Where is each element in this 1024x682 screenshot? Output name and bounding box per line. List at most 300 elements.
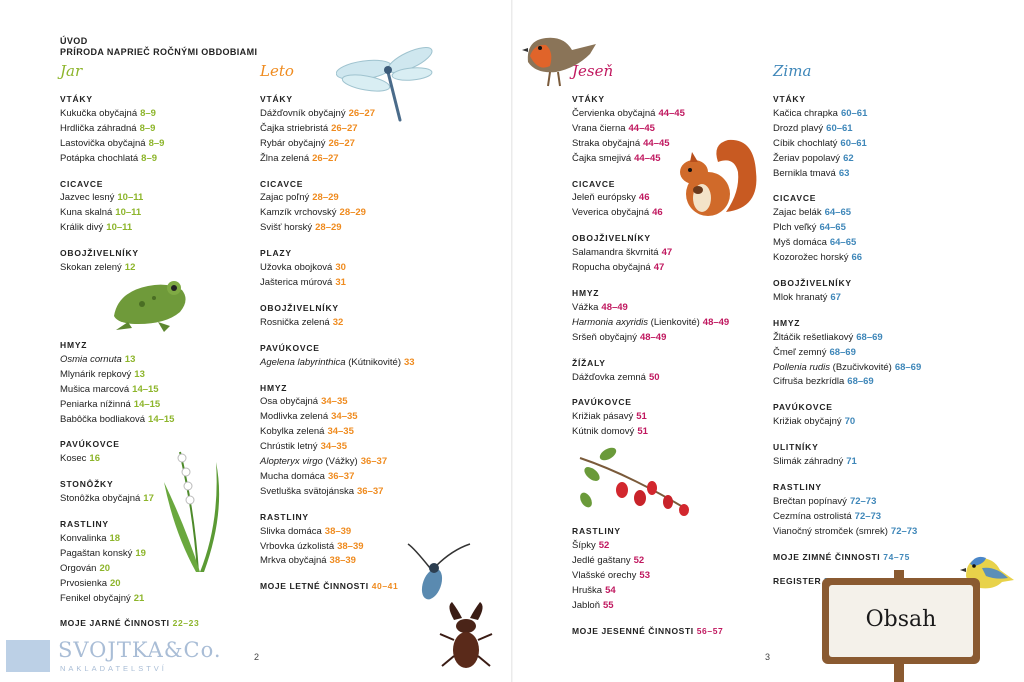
list-item — [773, 361, 973, 376]
list-item — [260, 276, 500, 291]
category-rastliny: RASTLINY — [773, 481, 822, 492]
item-name: Konvalinka — [60, 532, 107, 544]
contents-sign — [822, 578, 980, 664]
item-name: Šípky — [572, 540, 596, 552]
category-obojzivelniky: OBOJŽIVELNÍKY — [773, 277, 852, 288]
activities-label: MOJE JARNÉ ČINNOSTI — [60, 618, 170, 629]
item-name: Ropucha obyčajná — [572, 262, 651, 274]
item-name: Hruška — [572, 584, 603, 596]
page-ref[interactable]: 30 — [335, 262, 346, 274]
column-jesen — [572, 62, 772, 638]
page-ref[interactable]: 34–35 — [327, 426, 354, 438]
page-ref[interactable]: 10–11 — [117, 192, 144, 204]
list-item — [773, 167, 973, 182]
item-name: Jazvec lesný — [60, 192, 115, 204]
page-ref[interactable]: 14–15 — [132, 383, 159, 395]
category-cicavce: CICAVCE — [773, 193, 817, 204]
item-family: (Kútnikovité) — [345, 356, 401, 368]
list-item — [572, 569, 772, 584]
list-item — [260, 261, 500, 276]
column-zima — [773, 62, 973, 589]
item-name: Chrústik letný — [260, 441, 318, 453]
page-ref[interactable]: 44–45 — [634, 152, 661, 164]
item-name: Dážďovník obyčajný — [260, 107, 346, 119]
list-item — [773, 291, 973, 306]
item-name: Rosnička zelená — [260, 316, 330, 328]
item-name: Kamzík vrchovský — [260, 207, 337, 219]
item-name: Svišť horský — [260, 222, 313, 234]
list-item — [260, 107, 500, 122]
item-name: Mrkva obyčajná — [260, 555, 327, 567]
list-item — [60, 492, 250, 507]
activities-pages: 56–57 — [696, 625, 724, 636]
page-ref[interactable]: 44–45 — [643, 137, 670, 149]
category-hmyz: HMYZ — [773, 317, 801, 328]
column-leto — [260, 62, 500, 594]
category-obojzivelniky: OBOJŽIVELNÍKY — [60, 248, 139, 259]
list-item — [260, 540, 500, 555]
item-name: Orgován — [60, 562, 97, 574]
item-name: Kobylka zelená — [260, 426, 325, 438]
page-ref[interactable]: 67 — [830, 291, 841, 303]
list-item — [773, 415, 973, 430]
list-item — [60, 383, 250, 398]
list-item — [773, 510, 973, 525]
list-item — [773, 375, 973, 390]
category-rastliny: RASTLINY — [60, 519, 109, 530]
page-ref[interactable]: 36–37 — [327, 470, 355, 482]
sign-board — [829, 585, 973, 657]
item-name: Myš domáca — [773, 237, 827, 249]
item-name: Jedlé gaštany — [572, 554, 631, 566]
item-name: Drozd plavý — [773, 122, 824, 134]
season-title-zima: Zima — [773, 62, 812, 80]
list-item — [572, 206, 772, 221]
page-number-left: 2 — [254, 652, 260, 662]
publisher-logo — [6, 636, 222, 676]
item-name: Kuna skalná — [60, 207, 113, 219]
item-name: Jašterica múrová — [260, 276, 333, 288]
item-name: Vrana čierna — [572, 122, 626, 134]
list-item — [60, 562, 250, 577]
list-item — [572, 371, 772, 386]
season-title-jar: Jar — [60, 62, 83, 80]
item-name: Fenikel obyčajný — [60, 592, 131, 604]
list-item — [572, 152, 772, 167]
category-rastliny: RASTLINY — [572, 526, 621, 537]
list-item — [60, 398, 250, 413]
item-name: Križiak obyčajný — [773, 416, 842, 428]
list-item — [60, 137, 250, 152]
list-item — [572, 107, 772, 122]
item-family: (Lienkovité) — [648, 316, 700, 328]
page-ref[interactable]: 53 — [639, 569, 650, 581]
item-name: Lastovička obyčajná — [60, 137, 146, 149]
list-item — [572, 425, 772, 440]
page-number-right: 3 — [765, 652, 771, 662]
page-ref[interactable]: 33 — [404, 356, 415, 368]
item-name: Modlivka zelená — [260, 411, 329, 423]
list-item — [260, 356, 500, 371]
activities-pages: 22–23 — [172, 618, 200, 629]
list-item — [572, 246, 772, 261]
page-ref[interactable]: 48–49 — [702, 316, 730, 328]
category-obojzivelniky: OBOJŽIVELNÍKY — [260, 302, 339, 313]
season-title-jesen: Jeseň — [572, 62, 614, 80]
page-ref[interactable]: 38–39 — [329, 555, 356, 567]
list-item — [260, 440, 500, 455]
item-name: Žlna zelená — [260, 152, 310, 164]
list-item — [260, 152, 500, 167]
list-item — [60, 577, 250, 592]
category-vtaky: VTÁKY — [60, 94, 93, 104]
list-item — [572, 301, 772, 316]
page-ref[interactable]: 51 — [636, 411, 647, 423]
list-item — [773, 236, 973, 251]
page-ref[interactable]: 14–15 — [133, 398, 161, 410]
item-name: Pollenia rudis — [773, 361, 831, 373]
column-jar — [60, 62, 250, 631]
activities-link[interactable] — [773, 550, 973, 565]
list-item — [60, 206, 250, 221]
page-ref[interactable]: 13 — [134, 368, 145, 380]
list-item — [60, 191, 250, 206]
item-name: Veverica obyčajná — [572, 207, 650, 219]
item-name: Vlašské orechy — [572, 569, 637, 581]
page-ref[interactable]: 38–39 — [337, 540, 364, 552]
category-vtaky: VTÁKY — [773, 94, 806, 104]
page-ref[interactable]: 20 — [99, 562, 111, 574]
list-item — [773, 137, 973, 152]
page-ref[interactable]: 8–9 — [140, 107, 156, 119]
list-item — [260, 137, 500, 152]
page-ref[interactable]: 62 — [843, 152, 854, 164]
category-hmyz: HMYZ — [572, 287, 600, 298]
list-item — [773, 251, 973, 266]
item-name: Cezmína ostrolistá — [773, 510, 852, 522]
item-name: Agelena labyrinthica — [260, 356, 346, 368]
page-ref[interactable]: 68–69 — [847, 376, 874, 388]
list-item — [773, 221, 973, 236]
activities-pages: 40–41 — [371, 581, 399, 592]
page-ref[interactable]: 47 — [653, 262, 665, 274]
page-ref[interactable]: 47 — [661, 247, 673, 259]
page-ref[interactable]: 32 — [332, 316, 344, 328]
list-item — [60, 547, 250, 562]
page-ref[interactable]: 10–11 — [106, 222, 133, 234]
item-name: Hrdlička záhradná — [60, 122, 137, 134]
page-ref[interactable]: 68–69 — [856, 331, 883, 343]
list-item — [60, 452, 250, 467]
page-ref[interactable]: 60–61 — [826, 122, 853, 134]
item-name: Osmia cornuta — [60, 353, 122, 365]
item-name: Prvosienka — [60, 577, 107, 589]
list-item — [60, 413, 250, 428]
list-item — [773, 331, 973, 346]
page-ref[interactable]: 26–27 — [331, 122, 358, 134]
page-ref[interactable]: 72–73 — [849, 495, 877, 507]
item-name: Žeriav popolavý — [773, 152, 841, 164]
page-ref[interactable]: 44–45 — [658, 107, 685, 119]
category-zizaly: ŽÍŽALY — [572, 357, 606, 368]
category-vtaky: VTÁKY — [572, 94, 605, 104]
item-name: Osa obyčajná — [260, 396, 319, 408]
page-ref[interactable]: 16 — [89, 453, 100, 465]
page-ref[interactable]: 44–45 — [628, 122, 655, 134]
page-ref[interactable]: 60–61 — [840, 137, 867, 149]
item-name: Zajac belák — [773, 207, 822, 219]
page-ref[interactable]: 64–65 — [819, 222, 846, 234]
page-ref[interactable]: 68–69 — [829, 346, 856, 358]
category-hmyz: HMYZ — [60, 339, 88, 350]
list-item — [572, 191, 772, 206]
list-item — [60, 221, 250, 236]
page-ref[interactable]: 51 — [637, 426, 648, 438]
list-item — [60, 353, 250, 368]
list-item — [260, 410, 500, 425]
item-name: Križiak pásavý — [572, 411, 634, 423]
page-ref[interactable]: 46 — [638, 192, 650, 204]
item-name: Kosec — [60, 453, 87, 465]
item-name: Kozorožec horský — [773, 252, 849, 264]
page-ref[interactable]: 52 — [598, 540, 610, 552]
category-rastliny: RASTLINY — [260, 511, 309, 522]
page-ref[interactable]: 64–65 — [829, 237, 857, 249]
list-item — [773, 206, 973, 221]
item-name: Kútnik domový — [572, 426, 635, 438]
item-name: Zajac poľný — [260, 192, 310, 204]
list-item — [773, 122, 973, 137]
activities-label: MOJE JESENNÉ ČINNOSTI — [572, 625, 694, 636]
list-item — [572, 331, 772, 346]
item-name: Mlynárik repkový — [60, 368, 132, 380]
item-name: Cifruša bezkrídla — [773, 376, 845, 388]
list-item — [572, 410, 772, 425]
page-ref[interactable]: 8–9 — [148, 137, 165, 149]
item-name: Potápka chochlatá — [60, 152, 139, 164]
list-item — [260, 206, 500, 221]
page-ref[interactable]: 28–29 — [339, 207, 366, 219]
page-ref[interactable]: 34–35 — [320, 441, 347, 453]
list-item — [260, 221, 500, 236]
page-ref[interactable]: 26–27 — [312, 152, 339, 164]
heading-subtitle: PRÍRODA NAPRIEČ ROČNÝMI OBDOBIAMI — [60, 47, 258, 57]
page-ref[interactable]: 34–35 — [321, 396, 348, 408]
page-ref[interactable]: 70 — [844, 416, 856, 428]
publisher-subtitle: NAKLADATELSTVÍ — [60, 664, 167, 673]
list-item — [260, 191, 500, 206]
list-item — [572, 584, 772, 599]
category-vtaky: VTÁKY — [260, 94, 293, 104]
page-ref[interactable]: 12 — [124, 262, 136, 274]
list-item — [773, 152, 973, 167]
category-ulitniky: ULITNÍKY — [773, 442, 819, 453]
item-name: Slivka domáca — [260, 525, 322, 537]
item-name: Alopteryx virgo — [260, 456, 323, 468]
item-name: Brečtan popínavý — [773, 495, 847, 507]
page-ref[interactable]: 18 — [109, 532, 121, 544]
page-ref[interactable]: 20 — [110, 577, 121, 589]
list-item — [572, 137, 772, 152]
page-ref[interactable]: 36–37 — [357, 485, 384, 497]
activities-link[interactable] — [260, 579, 500, 594]
page-ref[interactable]: 19 — [135, 547, 146, 559]
item-name: Peniarka nížinná — [60, 398, 131, 410]
activities-link[interactable] — [572, 624, 772, 639]
page-ref[interactable]: 10–11 — [115, 207, 142, 219]
category-pavukovce: PAVÚKOVCE — [60, 439, 120, 450]
item-name: Žltáčik rešetliakový — [773, 331, 854, 343]
list-item — [773, 525, 973, 540]
list-item — [773, 495, 973, 510]
page-ref[interactable]: 50 — [648, 371, 660, 383]
item-name: Straka obyčajná — [572, 137, 641, 149]
list-item — [572, 316, 772, 331]
page-ref[interactable]: 28–29 — [315, 222, 342, 234]
category-cicavce: CICAVCE — [572, 178, 616, 189]
page-ref[interactable]: 52 — [633, 554, 645, 566]
list-item — [60, 152, 250, 167]
list-item — [260, 554, 500, 569]
list-item — [572, 599, 772, 614]
season-title-leto: Leto — [260, 62, 294, 80]
item-name: Plch veľký — [773, 222, 817, 234]
page-ref[interactable]: 26–27 — [328, 137, 355, 149]
category-stonozky: STONÔŽKY — [60, 479, 114, 490]
page-ref[interactable]: 48–49 — [601, 301, 628, 313]
item-name: Slimák záhradný — [773, 456, 844, 468]
item-name: Užovka obojková — [260, 262, 333, 274]
page-ref[interactable]: 72–73 — [854, 510, 882, 522]
page-ref[interactable]: 54 — [605, 584, 616, 596]
page-ref[interactable]: 8–9 — [139, 122, 156, 134]
item-name: Kačica chrapka — [773, 107, 838, 119]
item-name: Skokan zelený — [60, 262, 122, 274]
activities-link[interactable] — [60, 616, 250, 631]
list-item — [60, 107, 250, 122]
item-family: (Vážky) — [322, 456, 358, 468]
page-ref[interactable]: 68–69 — [894, 361, 922, 373]
list-item — [572, 539, 772, 554]
list-item — [260, 470, 500, 485]
item-name: Vážka — [572, 301, 599, 313]
page-ref[interactable]: 63 — [838, 167, 850, 179]
activities-pages: 74–75 — [883, 551, 910, 562]
category-cicavce: CICAVCE — [260, 178, 304, 189]
register-label: REGISTER — [773, 576, 822, 587]
item-name: Stonôžka obyčajná — [60, 493, 141, 505]
item-name: Rybár obyčajný — [260, 137, 326, 149]
page-ref[interactable]: 46 — [652, 207, 663, 219]
page-ref[interactable]: 48–49 — [639, 331, 667, 343]
item-name: Mušica marcová — [60, 383, 130, 395]
page-ref[interactable]: 66 — [851, 252, 863, 264]
page-ref[interactable]: 72–73 — [890, 525, 918, 537]
page-ref[interactable]: 38–39 — [324, 525, 352, 537]
category-obojzivelniky: OBOJŽIVELNÍKY — [572, 233, 651, 244]
category-plazy: PLAZY — [260, 248, 292, 259]
item-name: Králik divý — [60, 222, 104, 234]
list-item — [572, 122, 772, 137]
list-item — [260, 485, 500, 500]
category-pavukovce: PAVÚKOVCE — [773, 402, 833, 413]
item-name: Čmeľ zemný — [773, 346, 827, 358]
page-ref[interactable]: 36–37 — [360, 456, 388, 468]
page-ref[interactable]: 34–35 — [331, 411, 358, 423]
publisher-logo-mark — [6, 640, 50, 672]
item-name: Svetluška svätojánska — [260, 485, 354, 497]
list-item — [260, 395, 500, 410]
list-item — [773, 107, 973, 122]
category-pavukovce: PAVÚKOVCE — [260, 342, 320, 353]
category-hmyz: HMYZ — [260, 382, 288, 393]
page-ref[interactable]: 8–9 — [141, 152, 158, 164]
item-name: Babôčka bodliaková — [60, 413, 146, 425]
activities-label: MOJE LETNÉ ČINNOSTI — [260, 581, 369, 592]
sign-text: Obsah — [865, 607, 937, 632]
item-name: Mlok hranatý — [773, 291, 828, 303]
list-item — [572, 261, 772, 276]
item-name: Vianočný stromček (smrek) — [773, 525, 888, 537]
page-ref[interactable]: 21 — [133, 592, 145, 604]
list-item — [572, 554, 772, 569]
item-name: Dážďovka zemná — [572, 371, 646, 383]
list-item — [260, 425, 500, 440]
page-ref[interactable]: 71 — [846, 456, 857, 468]
item-name: Salamandra škvrnitá — [572, 247, 659, 259]
list-item — [60, 122, 250, 137]
list-item — [260, 122, 500, 137]
page-ref[interactable]: 17 — [143, 493, 154, 505]
item-name: Jabloň — [572, 599, 600, 611]
publisher-name: SVOJTKA&Co. — [58, 638, 222, 662]
item-family: (Bzučivkovité) — [830, 361, 892, 373]
page-ref[interactable]: 31 — [335, 276, 346, 288]
item-name: Červienka obyčajná — [572, 107, 656, 119]
book-gutter — [511, 0, 513, 682]
stag-beetle-illustration — [436, 600, 496, 672]
list-item — [60, 261, 250, 276]
list-item — [60, 532, 250, 547]
activities-label: MOJE ZIMNÉ ČINNOSTI — [773, 551, 881, 562]
item-name: Bernikla tmavá — [773, 167, 836, 179]
item-name: Cíbik chochlatý — [773, 137, 838, 149]
list-item — [260, 316, 500, 331]
list-item — [773, 346, 973, 361]
item-name: Čajka striebristá — [260, 122, 329, 134]
item-name: Čajka smejivá — [572, 152, 632, 164]
page-ref[interactable]: 26–27 — [348, 107, 375, 119]
page-ref[interactable]: 14–15 — [148, 413, 175, 425]
item-name: Vrbovka úzkolistá — [260, 540, 335, 552]
item-name: Jeleň európsky — [572, 192, 636, 204]
heading-intro: ÚVOD — [60, 36, 88, 46]
page-ref[interactable]: 28–29 — [312, 192, 339, 204]
item-name: Sršeň obyčajný — [572, 331, 637, 343]
category-pavukovce: PAVÚKOVCE — [572, 397, 632, 408]
list-item — [60, 592, 250, 607]
list-item — [60, 368, 250, 383]
list-item — [260, 525, 500, 540]
category-cicavce: CICAVCE — [60, 178, 104, 189]
page-heading — [60, 36, 257, 58]
page-ref[interactable]: 13 — [124, 353, 136, 365]
item-name: Kukučka obyčajná — [60, 107, 138, 119]
page-ref[interactable]: 55 — [603, 599, 614, 611]
page-ref[interactable]: 60–61 — [840, 107, 868, 119]
item-name: Pagaštan konský — [60, 547, 133, 559]
page-ref[interactable]: 64–65 — [824, 207, 852, 219]
